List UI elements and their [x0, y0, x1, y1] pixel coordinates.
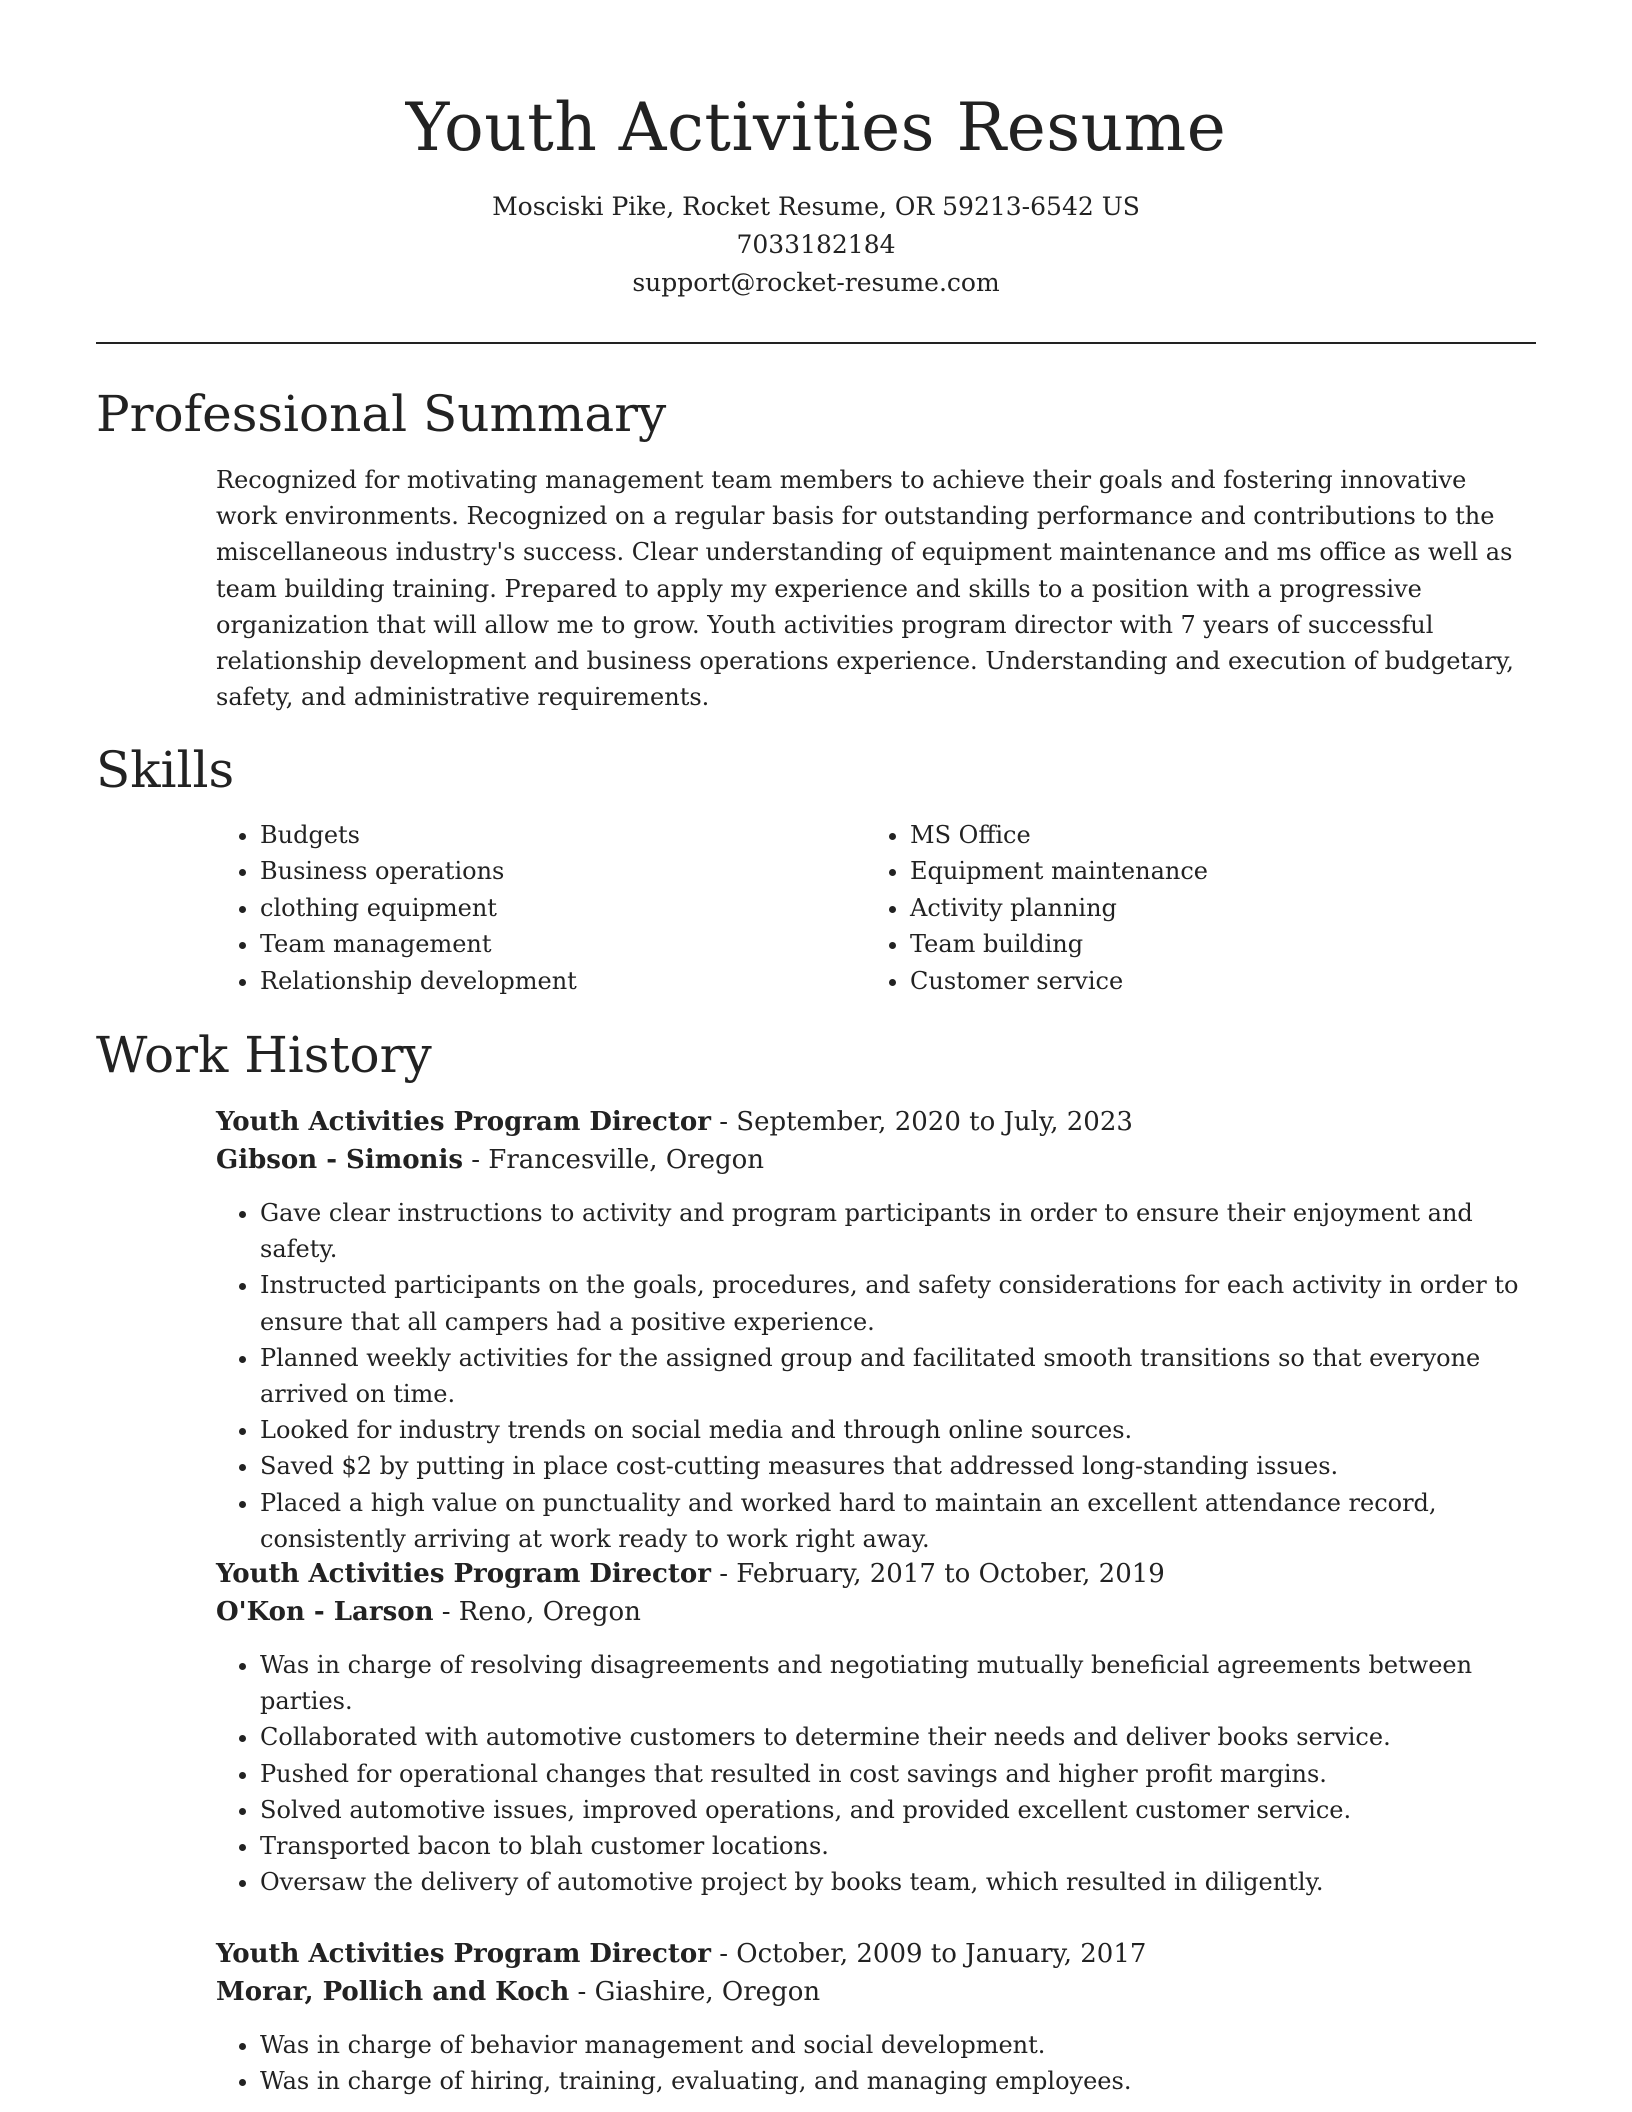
job-dates: - October, 2009 to January, 2017 [710, 1939, 1147, 1969]
job-bullet: • Gave clear instructions to activity and program participants in order to ensure their enjoyment and safety. [260, 1195, 1546, 1267]
email: support@rocket-resume.com [632, 268, 1000, 297]
phone: 7033182184 [736, 230, 896, 259]
resume-title: Youth Activities Resume [405, 89, 1227, 166]
job-bullet: • Oversaw the delivery of automotive project by books team, which resulted in diligently. [260, 1864, 1546, 1900]
job-bullets [216, 2027, 1546, 2099]
summary-text: Recognized for motivating management team members to achieve their goals and fostering innovative work environments. Recognized on a regular basis for outstanding performance and contributions to the miscellaneous industry's success. Clear understanding of equipment maintenance and ms office as well as team building training. Prepared to apply my experience and skills to a position with a progressive organization that will allow me to grow. Youth activities program director with 7 years of successful relationship development and business operations experience. Understanding and execution of budgetary, safety, and administrative requirements. [216, 466, 1514, 712]
job-bullet: • Placed a high value on punctuality and worked hard to maintain an excellent attendance record, consistently arriving at work ready to work right away. [260, 1485, 1546, 1557]
skill-item: • Activity planning [910, 890, 1516, 926]
header-divider [96, 342, 1536, 344]
contact-block [96, 188, 1536, 302]
skills-column-left [216, 817, 866, 999]
skill-item: • Relationship development [260, 963, 866, 999]
job-title: Youth Activities Program Director [216, 1559, 711, 1589]
skills-list [216, 817, 1516, 999]
job-title-line [216, 1555, 1546, 1593]
job-bullets [216, 1195, 1546, 1557]
skill-item: • clothing equipment [260, 890, 866, 926]
skills-heading: Skills [96, 741, 235, 799]
skill-item: • Equipment maintenance [910, 853, 1516, 889]
job-bullet: • Looked for industry trends on social media and through online sources. [260, 1412, 1546, 1448]
job-bullet: • Saved $2 by putting in place cost-cutting measures that addressed long-standing issues. [260, 1448, 1546, 1484]
job-entry [216, 1555, 1546, 1900]
job-title: Youth Activities Program Director [216, 1939, 711, 1969]
job-location: - Francesville, Oregon [462, 1145, 765, 1175]
job-bullet: • Was in charge of behavior management and social development. [260, 2027, 1546, 2063]
job-title-line [216, 1103, 1546, 1141]
job-bullet: • Planned weekly activities for the assigned group and facilitated smooth transitions so that everyone arrived on time. [260, 1340, 1546, 1412]
job-entry [216, 1935, 1546, 2099]
address: Mosciski Pike, Rocket Resume, OR 59213-6542 US [492, 192, 1140, 221]
job-entry [216, 1103, 1546, 1557]
skill-item: • Team management [260, 926, 866, 962]
skills-column-right [866, 817, 1516, 999]
job-location: - Giashire, Oregon [569, 1977, 821, 2007]
job-dates: - February, 2017 to October, 2019 [710, 1559, 1165, 1589]
job-company-line [216, 1593, 1546, 1631]
skill-item: • MS Office [910, 817, 1516, 853]
skill-item: • Customer service [910, 963, 1516, 999]
job-bullet: • Was in charge of hiring, training, evaluating, and managing employees. [260, 2063, 1546, 2099]
job-company-line [216, 1973, 1546, 2011]
job-bullets [216, 1647, 1546, 1900]
job-company: O'Kon - Larson [216, 1597, 434, 1627]
job-company: Gibson - Simonis [216, 1145, 463, 1175]
job-bullet: • Solved automotive issues, improved operations, and provided excellent customer service. [260, 1792, 1546, 1828]
job-title: Youth Activities Program Director [216, 1107, 711, 1137]
job-location: - Reno, Oregon [433, 1597, 641, 1627]
skill-item: • Team building [910, 926, 1516, 962]
job-company-line [216, 1141, 1546, 1179]
job-company: Morar, Pollich and Koch [216, 1977, 570, 2007]
resume-header [96, 78, 1536, 302]
job-title-line [216, 1935, 1546, 1973]
job-bullet: • Was in charge of resolving disagreements and negotiating mutually beneficial agreements between parties. [260, 1647, 1546, 1719]
job-bullet: • Instructed participants on the goals, procedures, and safety considerations for each activity in order to ensure that all campers had a positive experience. [260, 1267, 1546, 1339]
summary-heading: Professional Summary [96, 385, 667, 443]
job-dates: - September, 2020 to July, 2023 [710, 1107, 1133, 1137]
skill-item: • Business operations [260, 853, 866, 889]
job-bullet: • Transported bacon to blah customer locations. [260, 1828, 1546, 1864]
job-bullet: • Collaborated with automotive customers to determine their needs and deliver books service. [260, 1719, 1546, 1755]
job-bullet: • Pushed for operational changes that resulted in cost savings and higher profit margins. [260, 1756, 1546, 1792]
work-history-heading: Work History [96, 1026, 432, 1084]
skill-item: • Budgets [260, 817, 866, 853]
